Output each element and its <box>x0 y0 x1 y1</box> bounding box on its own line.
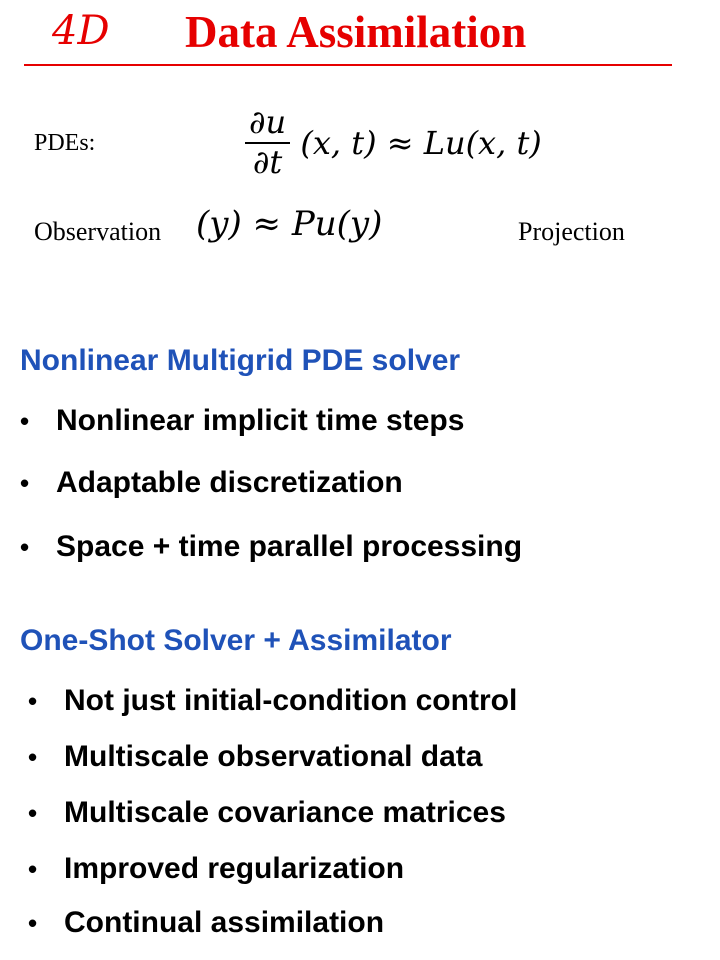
list-item <box>20 404 464 438</box>
pde-denominator: ∂t <box>252 142 283 181</box>
list-item-text: Multiscale observational data <box>64 740 483 773</box>
bullet-icon: • <box>28 908 38 938</box>
list-item <box>28 740 482 774</box>
bullet-icon: • <box>28 854 38 884</box>
list-item <box>20 466 403 500</box>
pdes-label: PDEs: <box>34 130 96 156</box>
list-item-text: Continual assimilation <box>64 906 385 939</box>
observation-label: Observation <box>34 217 162 246</box>
section-heading-one-shot-solver: One-Shot Solver + Assimilator <box>20 624 452 657</box>
list-item <box>20 530 522 564</box>
observation-equation: (y) ≈ Pu(y) <box>196 204 383 244</box>
projection-label: Projection <box>518 217 625 246</box>
bullet-icon: • <box>20 532 30 562</box>
list-item-text: Adaptable discretization <box>56 466 403 499</box>
pde-fraction <box>245 103 290 181</box>
list-item <box>28 684 517 718</box>
list-item <box>28 852 404 886</box>
title-underline <box>24 64 672 66</box>
list-item <box>28 906 384 940</box>
pde-numerator: ∂u <box>245 106 290 144</box>
list-item-text: Space + time parallel processing <box>56 530 523 563</box>
bullet-icon: • <box>20 468 30 498</box>
list-item <box>28 796 506 830</box>
bullet-icon: • <box>20 406 30 436</box>
slide-title: Data Assimilation <box>185 7 527 57</box>
bullet-icon: • <box>28 742 38 772</box>
list-item-text: Not just initial-condition control <box>64 684 518 717</box>
bullet-icon: • <box>28 798 38 828</box>
title-prefix-4d: 4D <box>52 8 110 54</box>
pde-equation <box>245 103 542 181</box>
list-item-text: Improved regularization <box>64 852 405 885</box>
section-heading-multigrid-solver: Nonlinear Multigrid PDE solver <box>20 344 461 377</box>
bullet-icon: • <box>28 686 38 716</box>
pde-rhs: (x, t) ≈ Lu(x, t) <box>300 123 542 162</box>
list-item-text: Multiscale covariance matrices <box>64 796 506 829</box>
list-item-text: Nonlinear implicit time steps <box>56 404 465 437</box>
